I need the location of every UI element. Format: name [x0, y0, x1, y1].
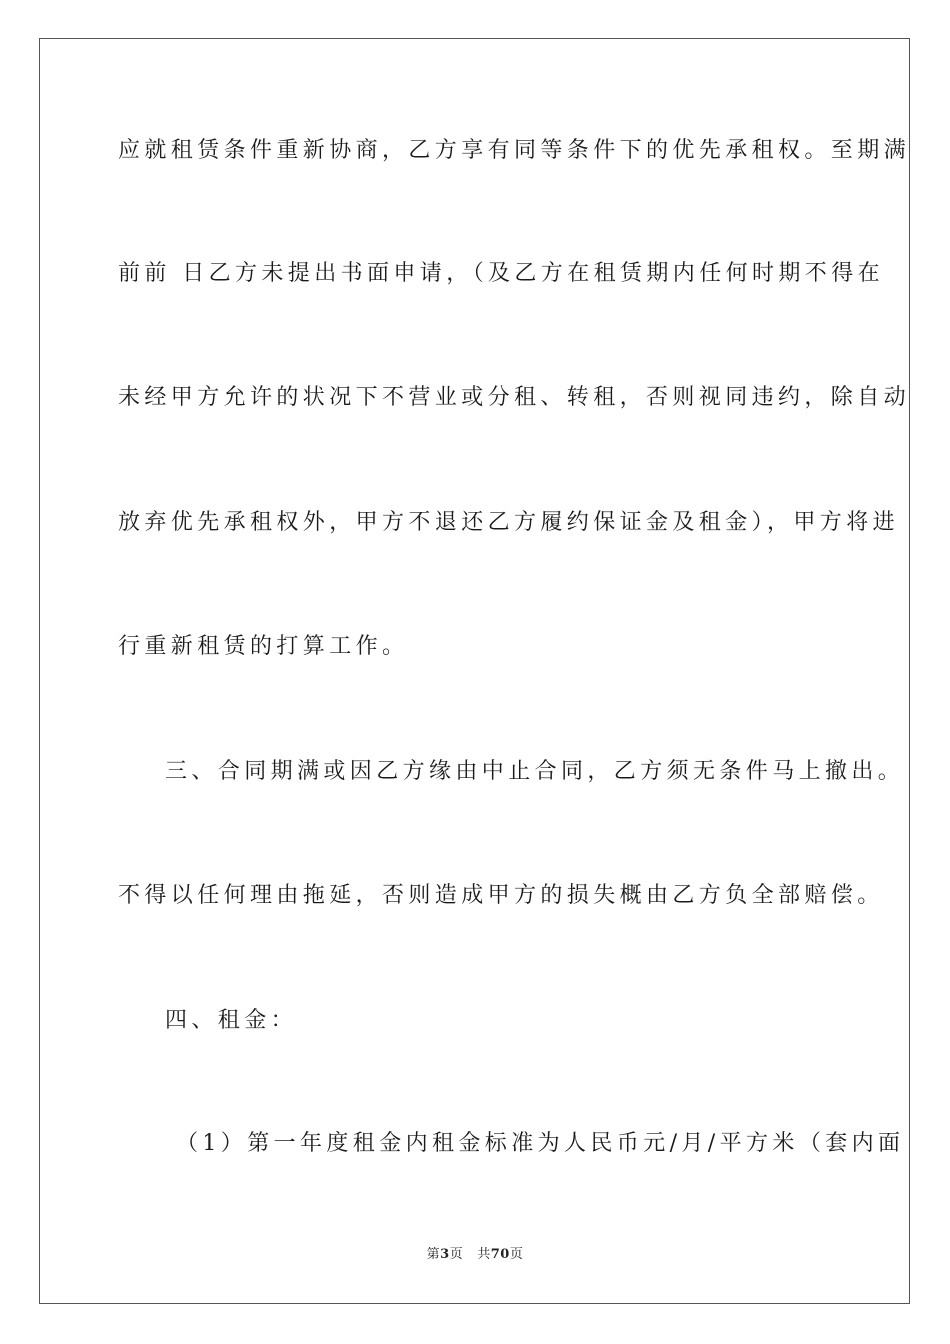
- paragraph-line-2: 前前 日乙方未提出书面申请，（及乙方在租赁期内任何时期不得在: [118, 261, 884, 286]
- paragraph-line-6: 三、合同期满或因乙方缘由中止合同，乙方须无条件马上撤出。: [165, 759, 905, 784]
- paragraph-line-5: 行重新租赁的打算工作。: [118, 634, 409, 659]
- section-heading-rent: 四、租金：: [165, 1008, 298, 1033]
- footer-page-prefix: 第: [426, 1247, 441, 1262]
- paragraph-line-4: 放弃优先承租权外，甲方不退还乙方履约保证金及租金），甲方将进: [118, 510, 900, 535]
- footer-page-number: 3: [440, 1247, 450, 1262]
- paragraph-line-3: 未经甲方允许的状况下不营业或分租、转租，否则视同违约，除自动: [118, 385, 911, 410]
- footer-total-prefix: 共: [477, 1247, 491, 1262]
- page-footer: [0, 1246, 950, 1264]
- paragraph-line-7: 不得以任何理由拖延，否则造成甲方的损失概由乙方负全部赔偿。: [118, 883, 884, 908]
- paragraph-line-9: （1）第一年度租金内租金标准为人民币元/月/平方米（套内面: [176, 1131, 905, 1156]
- page-border: [39, 38, 910, 1304]
- footer-total-pages: 70: [490, 1247, 510, 1262]
- paragraph-line-1: 应就租赁条件重新协商，乙方享有同等条件下的优先承租权。至期满: [118, 138, 911, 163]
- footer-page-suffix: 页: [449, 1247, 464, 1262]
- footer-total-suffix: 页: [509, 1247, 524, 1262]
